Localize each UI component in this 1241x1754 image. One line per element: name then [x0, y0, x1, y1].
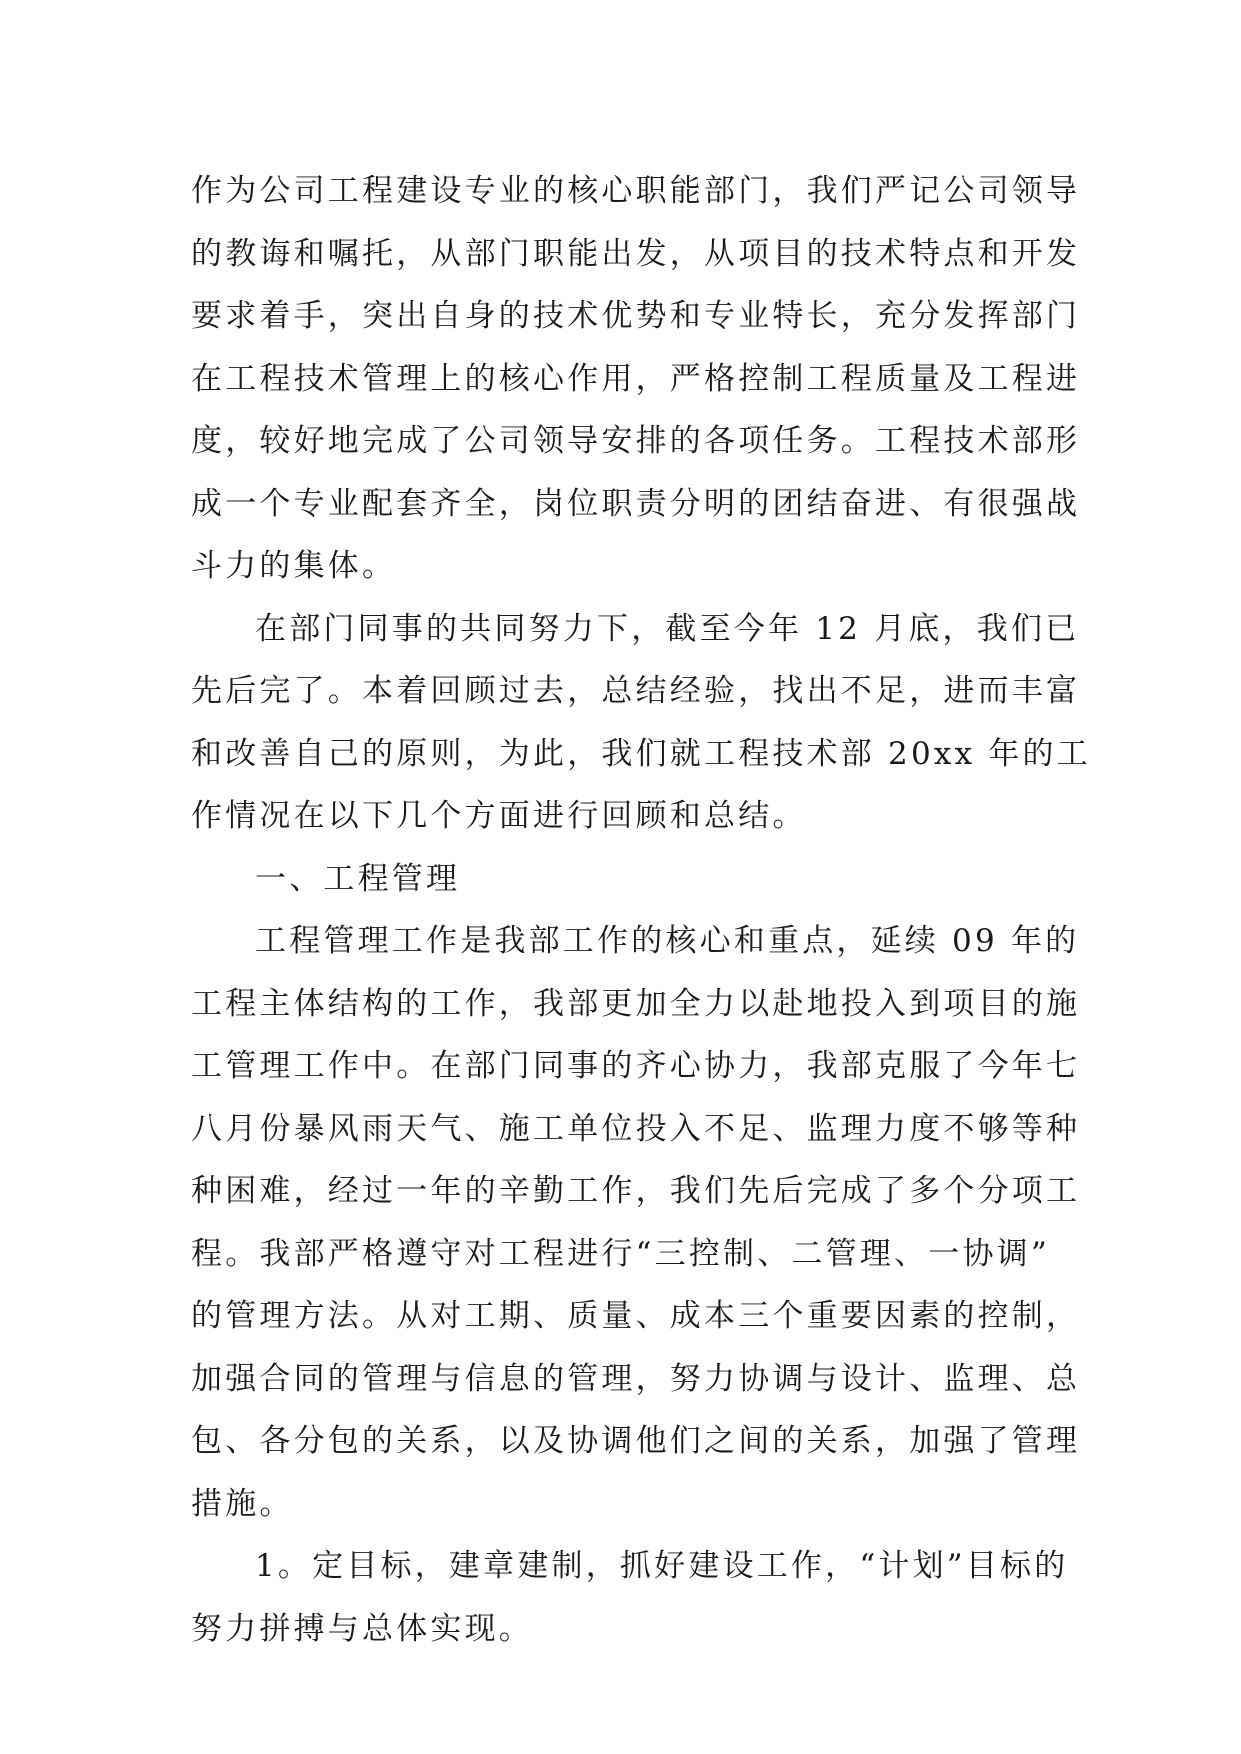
text-line: 作情况在以下几个方面进行回顾和总结。	[191, 798, 807, 834]
text-line: 在工程技术管理上的核心作用，严格控制工程质量及工程进	[191, 360, 1081, 397]
paragraph-engineering-management	[191, 910, 1081, 1535]
text-line: 八月份暴风雨天气、施工单位投入不足、监理力度不够等种	[191, 1110, 1081, 1147]
text-line: 程。我部严格遵守对工程进行“三控制、二管理、一协调”	[191, 1235, 1050, 1272]
text-line: 在部门同事的共同努力下，截至今年 12 月底，我们已	[255, 610, 1080, 647]
text-line: 工程管理工作是我部工作的核心和重点，延续 09 年的	[255, 923, 1080, 959]
text-line: 斗力的集体。	[191, 548, 397, 584]
paragraph-item-1	[191, 1535, 1069, 1660]
document-body	[191, 160, 1091, 1660]
text-line: 加强合同的管理与信息的管理，努力协调与设计、监理、总	[191, 1360, 1081, 1397]
text-line: 成一个专业配套齐全，岗位职责分明的团结奋进、有很强战	[191, 485, 1081, 522]
text-line: 先后完了。本着回顾过去，总结经验，找出不足，进而丰富	[191, 673, 1081, 709]
text-line: 的管理方法。从对工期、质量、成本三个重要因素的控制，	[191, 1298, 1081, 1334]
text-line: 努力拼搏与总体实现。	[191, 1610, 533, 1647]
text-line: 工程主体结构的工作，我部更加全力以赴地投入到项目的施	[191, 985, 1081, 1022]
text-line: 度，较好地完成了公司领导安排的各项任务。工程技术部形	[191, 423, 1081, 459]
text-line: 要求着手，突出自身的技术优势和专业特长，充分发挥部门	[191, 298, 1081, 334]
text-line: 和改善自己的原则，为此，我们就工程技术部 20xx 年的工	[191, 735, 1091, 772]
paragraph-intro	[191, 160, 1081, 598]
paragraph-summary	[191, 598, 1091, 848]
text-line: 作为公司工程建设专业的核心职能部门，我们严记公司领导	[191, 173, 1081, 209]
text-line: 1。定目标，建章建制，抓好建设工作，“计划”目标的	[255, 1548, 1069, 1584]
heading-text: 一、工程管理	[255, 860, 461, 897]
text-line: 的教诲和嘱托，从部门职能出发，从项目的技术特点和开发	[191, 235, 1081, 272]
text-line: 工管理工作中。在部门同事的齐心协力，我部克服了今年七	[191, 1048, 1081, 1084]
section-heading	[191, 848, 1051, 911]
text-line: 包、各分包的关系，以及协调他们之间的关系，加强了管理	[191, 1423, 1081, 1459]
text-line: 措施。	[191, 1485, 294, 1522]
text-line: 种困难，经过一年的辛勤工作，我们先后完成了多个分项工	[191, 1173, 1081, 1209]
